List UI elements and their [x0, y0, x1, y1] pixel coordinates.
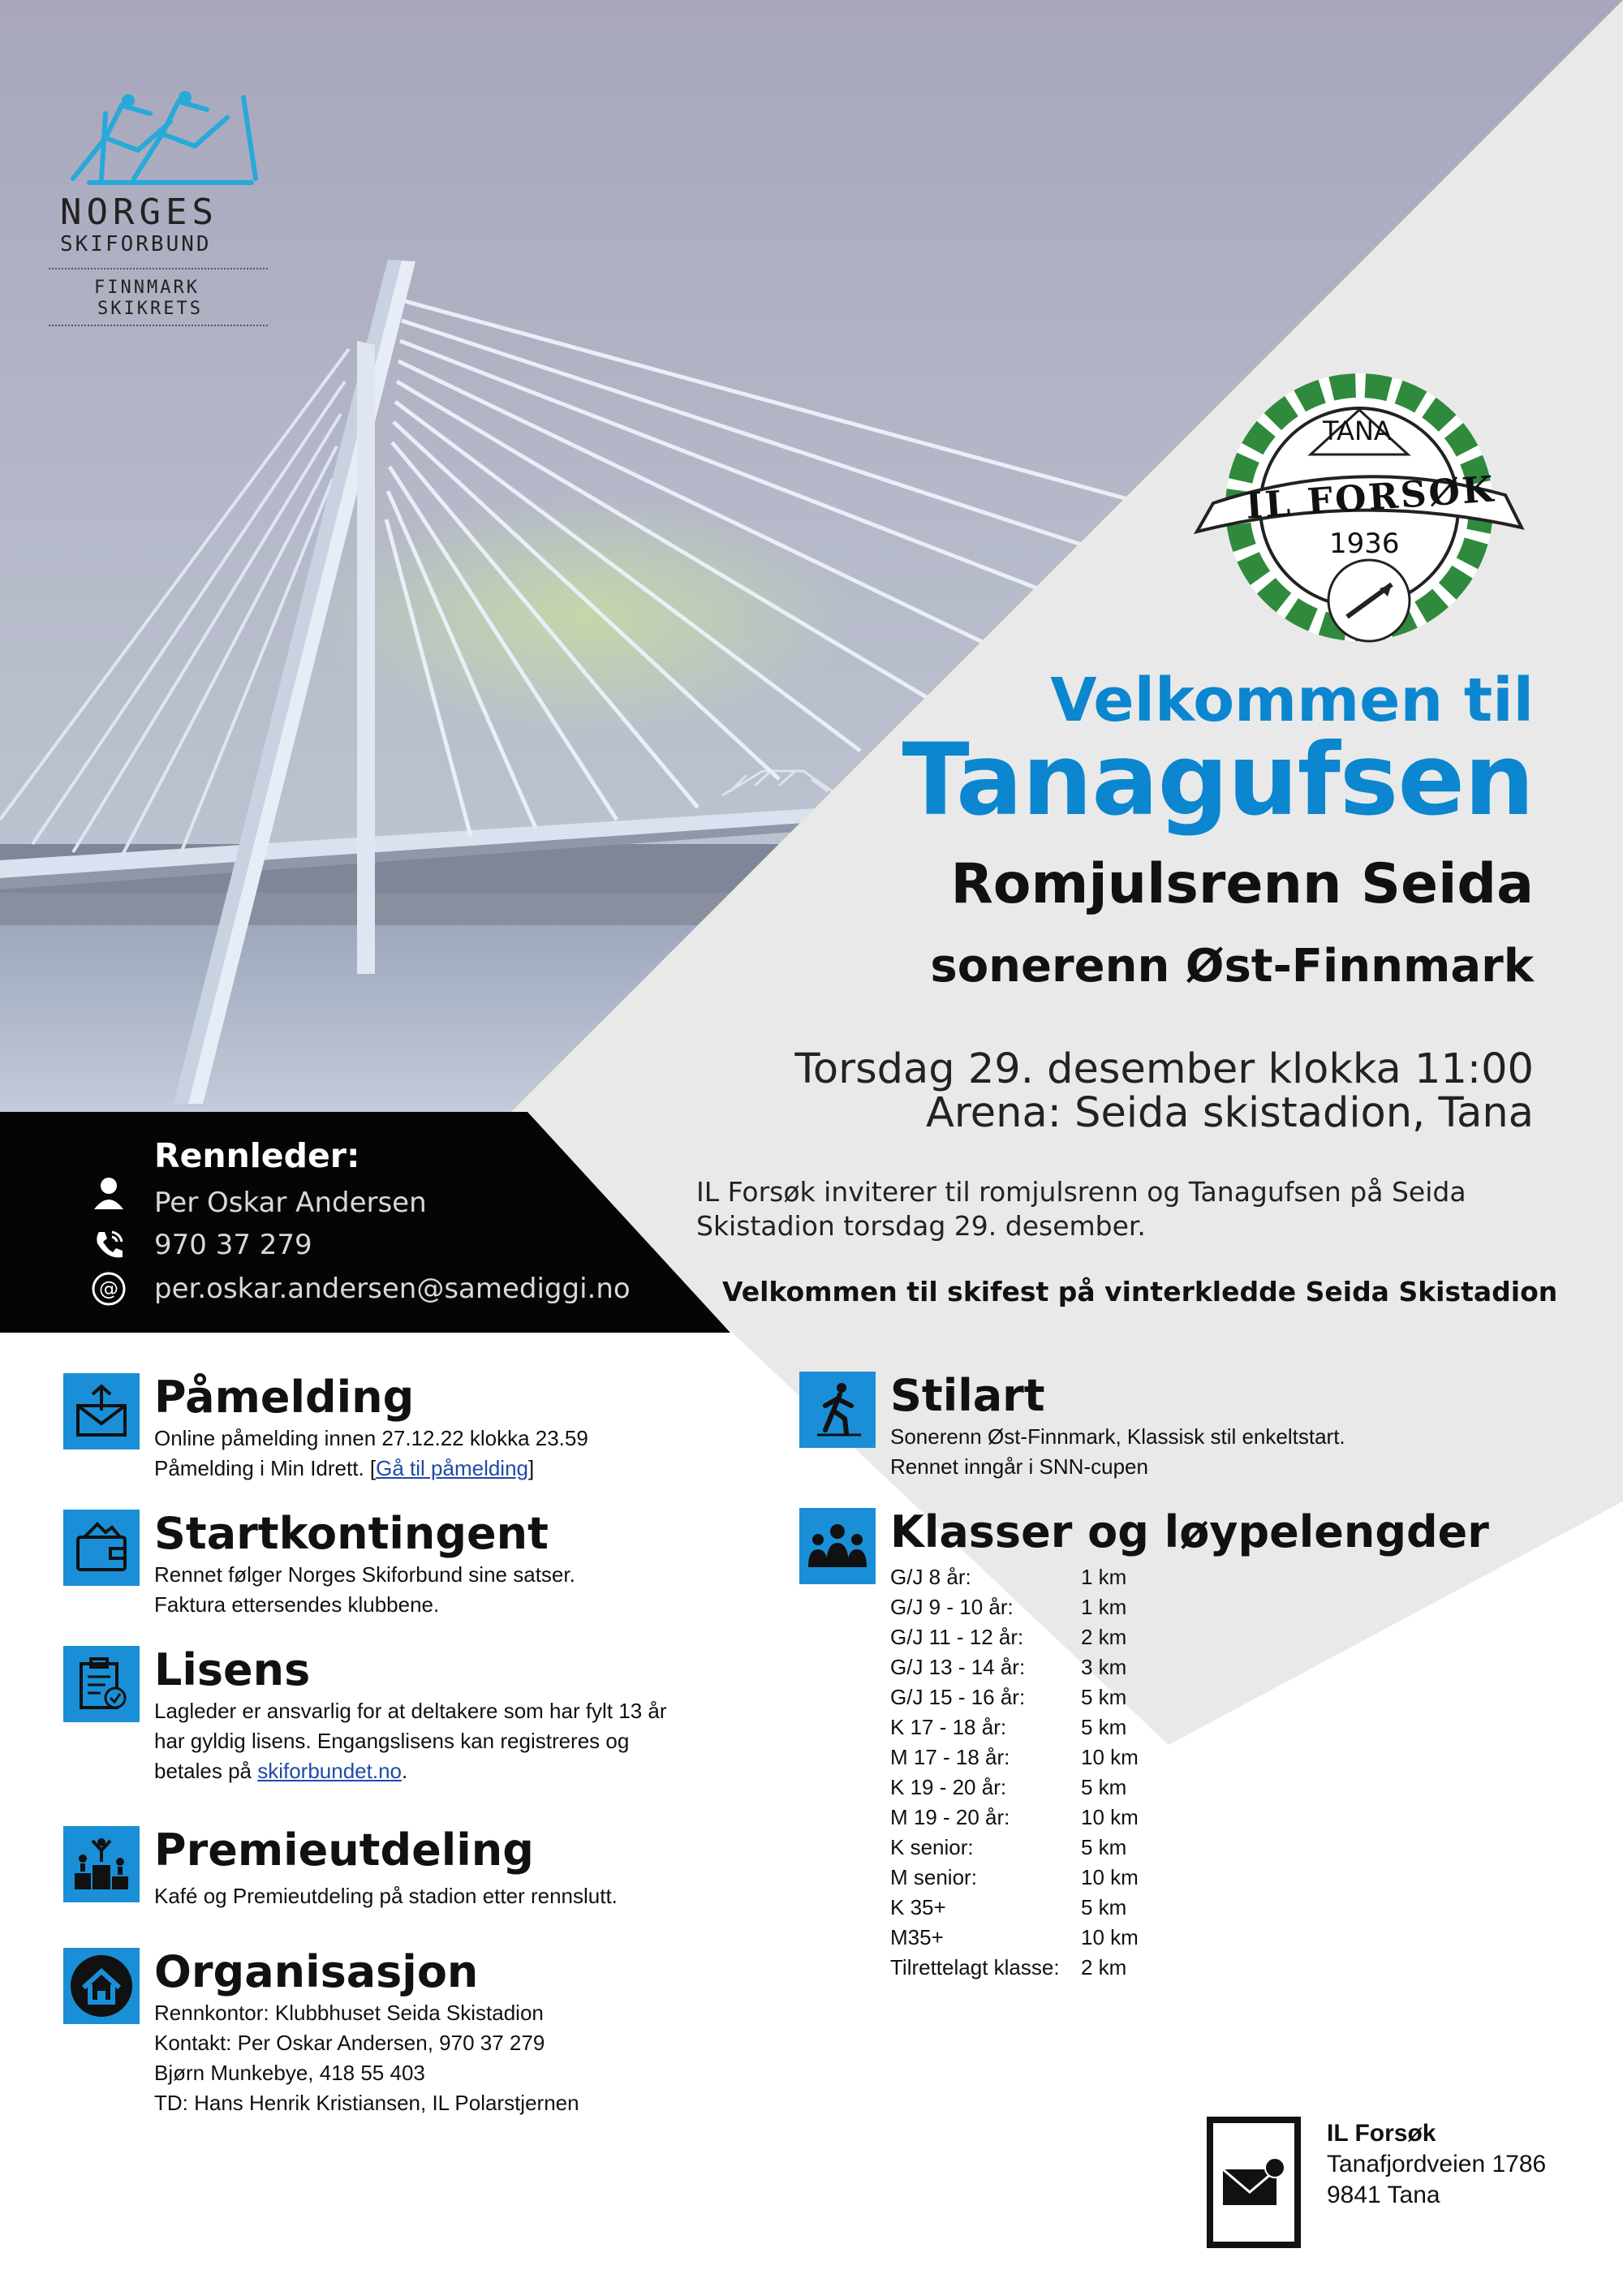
- startkontingent-title: Startkontingent: [154, 1508, 549, 1559]
- contact-email[interactable]: per.oskar.andersen@samediggi.no: [154, 1273, 631, 1305]
- mail-icon-box: [1207, 2117, 1301, 2248]
- klasse-lengde: 5 km: [1081, 1715, 1127, 1739]
- klasser-table: [890, 1565, 1296, 1987]
- klasse-lengde: 1 km: [1081, 1565, 1127, 1589]
- premieutdeling-text: Kafé og Premieutdeling på stadion etter rennslutt.: [154, 1884, 618, 1908]
- klasse-name: G/J 15 - 16 år:: [890, 1685, 1026, 1709]
- contact-name: Per Oskar Andersen: [154, 1187, 427, 1219]
- pamelding-line1: Online påmelding innen 27.12.22 klokka 23.59: [154, 1426, 588, 1450]
- klasse-lengde: 10 km: [1081, 1805, 1139, 1829]
- klasse-name: K 17 - 18 år:: [890, 1715, 1007, 1739]
- svg-text:@: @: [99, 1277, 118, 1300]
- klasse-lengde: 5 km: [1081, 1835, 1127, 1859]
- premieutdeling-title: Premieutdeling: [154, 1824, 534, 1876]
- klasse-lengde: 5 km: [1081, 1895, 1127, 1919]
- address-block: [1327, 2118, 1603, 2211]
- klasse-name: Tilrettelagt klasse:: [890, 1955, 1060, 1979]
- klasse-name: M senior:: [890, 1865, 977, 1889]
- organisasjon-title: Organisasjon: [154, 1946, 479, 1997]
- race-arena: Arena: Seida skistadion, Tana: [926, 1089, 1534, 1137]
- envelope-notification-icon: [1221, 2156, 1286, 2208]
- address-name: IL Forsøk: [1327, 2120, 1436, 2147]
- klasse-name: G/J 13 - 14 år:: [890, 1655, 1026, 1679]
- klasse-name: M35+: [890, 1925, 944, 1949]
- intro-welcome: Velkommen til skifest på vinterkledde Seida Skistadion: [722, 1276, 1558, 1307]
- klasse-name: G/J 9 - 10 år:: [890, 1595, 1014, 1619]
- stilart-title: Stilart: [890, 1370, 1045, 1421]
- organisasjon-line3: Bjørn Munkebye, 418 55 403: [154, 2061, 425, 2085]
- lisens-body: Lagleder er ansvarlig for at deltakere som har fylt 13 år har gyldig lisens. Engangslisens kan registreres og betales på: [154, 1699, 667, 1783]
- pamelding-link[interactable]: Gå til påmelding: [376, 1456, 529, 1480]
- lisens-title: Lisens: [154, 1644, 311, 1695]
- klasse-name: M 19 - 20 år:: [890, 1805, 1010, 1829]
- klasse-lengde: 1 km: [1081, 1595, 1127, 1619]
- nsf-name-line2: SKIFORBUND: [60, 232, 212, 256]
- club-logo-top-text: TANA: [1323, 416, 1392, 446]
- klasse-lengde: 10 km: [1081, 1865, 1139, 1889]
- nsf-name-line1: NORGES: [60, 192, 218, 233]
- klasse-lengde: 2 km: [1081, 1625, 1127, 1649]
- krets-name-line1: FINNMARK: [94, 278, 200, 298]
- pamelding-line2: [154, 1454, 722, 1484]
- welcome-heading: Velkommen til: [1050, 666, 1534, 735]
- stilart-text: [890, 1422, 1539, 1482]
- klasse-name: M 17 - 18 år:: [890, 1745, 1010, 1769]
- club-logo-year: 1936: [1329, 528, 1400, 560]
- skiforbundet-link[interactable]: skiforbundet.no: [257, 1759, 403, 1783]
- klasse-name: G/J 11 - 12 år:: [890, 1625, 1024, 1649]
- klasse-lengde: 10 km: [1081, 1745, 1139, 1769]
- wallet-icon: [63, 1510, 140, 1586]
- envelope-upload-icon: [63, 1373, 140, 1450]
- mail-badge-count: 1: [1278, 2146, 1285, 2160]
- krets-name-line2: SKIKRETS: [97, 299, 203, 319]
- organisasjon-line4: TD: Hans Henrik Kristiansen, IL Polarstjernen: [154, 2091, 579, 2115]
- startkontingent-line1: Rennet følger Norges Skiforbund sine satser.: [154, 1562, 575, 1587]
- contact-title: Rennleder:: [154, 1136, 360, 1175]
- logo-divider-bottom: [49, 325, 268, 326]
- organisasjon-text: [154, 1998, 722, 2118]
- club-logo-name: IL FORSØK: [1244, 468, 1497, 528]
- phone-icon: [91, 1227, 127, 1263]
- stilart-line1: Sonerenn Øst-Finnmark, Klassisk stil enkeltstart.: [890, 1424, 1345, 1449]
- klasse-lengde: 5 km: [1081, 1685, 1127, 1709]
- event-name-heading: Tanagufsen: [902, 722, 1534, 838]
- startkontingent-text: [154, 1560, 722, 1620]
- klasse-lengde: 3 km: [1081, 1655, 1127, 1679]
- klasse-name: G/J 8 år:: [890, 1565, 971, 1589]
- race-title: Romjulsrenn Seida: [950, 852, 1534, 916]
- klasse-name: K senior:: [890, 1835, 974, 1859]
- address-city: 9841 Tana: [1327, 2182, 1440, 2208]
- klasse-name: K 19 - 20 år:: [890, 1775, 1007, 1799]
- home-icon: [63, 1948, 140, 2024]
- klasse-lengde: 5 km: [1081, 1775, 1127, 1799]
- podium-icon: [63, 1826, 140, 1902]
- klasser-title: Klasser og løypelengder: [890, 1506, 1489, 1557]
- race-subtitle: sonerenn Øst-Finnmark: [930, 940, 1534, 993]
- clipboard-check-icon: [63, 1646, 140, 1722]
- pamelding-line2-suffix: ]: [528, 1456, 535, 1480]
- pamelding-text: [154, 1424, 722, 1484]
- lisens-text: [154, 1696, 682, 1786]
- pamelding-title: Påmelding: [154, 1372, 415, 1423]
- organisasjon-line1: Rennkontor: Klubbhuset Seida Skistadion: [154, 2001, 544, 2025]
- group-people-icon: [799, 1508, 876, 1584]
- address-street: Tanafjordveien 1786: [1327, 2151, 1547, 2178]
- lisens-suffix: .: [402, 1759, 408, 1783]
- klasse-name: K 35+: [890, 1895, 946, 1919]
- person-icon: [91, 1175, 127, 1211]
- klasse-lengde: 2 km: [1081, 1955, 1127, 1979]
- skier-icon: [799, 1372, 876, 1448]
- skiers-icon: [57, 89, 268, 187]
- logo-divider: [49, 268, 268, 269]
- organisasjon-line2: Kontakt: Per Oskar Andersen, 970 37 279: [154, 2031, 545, 2055]
- il-forsok-club-logo: [1181, 357, 1538, 657]
- stilart-line2: Rennet inngår i SNN-cupen: [890, 1454, 1148, 1479]
- race-date: Torsdag 29. desember klokka 11:00: [794, 1045, 1534, 1093]
- intro-text: IL Forsøk inviterer til romjulsrenn og Tanagufsen på Seida Skistadion torsdag 29. desember.: [696, 1176, 1466, 1242]
- pamelding-line2-prefix: Påmelding i Min Idrett. [: [154, 1456, 377, 1480]
- klasse-lengde: 10 km: [1081, 1925, 1139, 1949]
- norges-skiforbund-logo: [49, 89, 276, 325]
- startkontingent-line2: Faktura ettersendes klubbene.: [154, 1592, 440, 1617]
- contact-phone: 970 37 279: [154, 1229, 312, 1261]
- email-at-icon: [91, 1271, 127, 1307]
